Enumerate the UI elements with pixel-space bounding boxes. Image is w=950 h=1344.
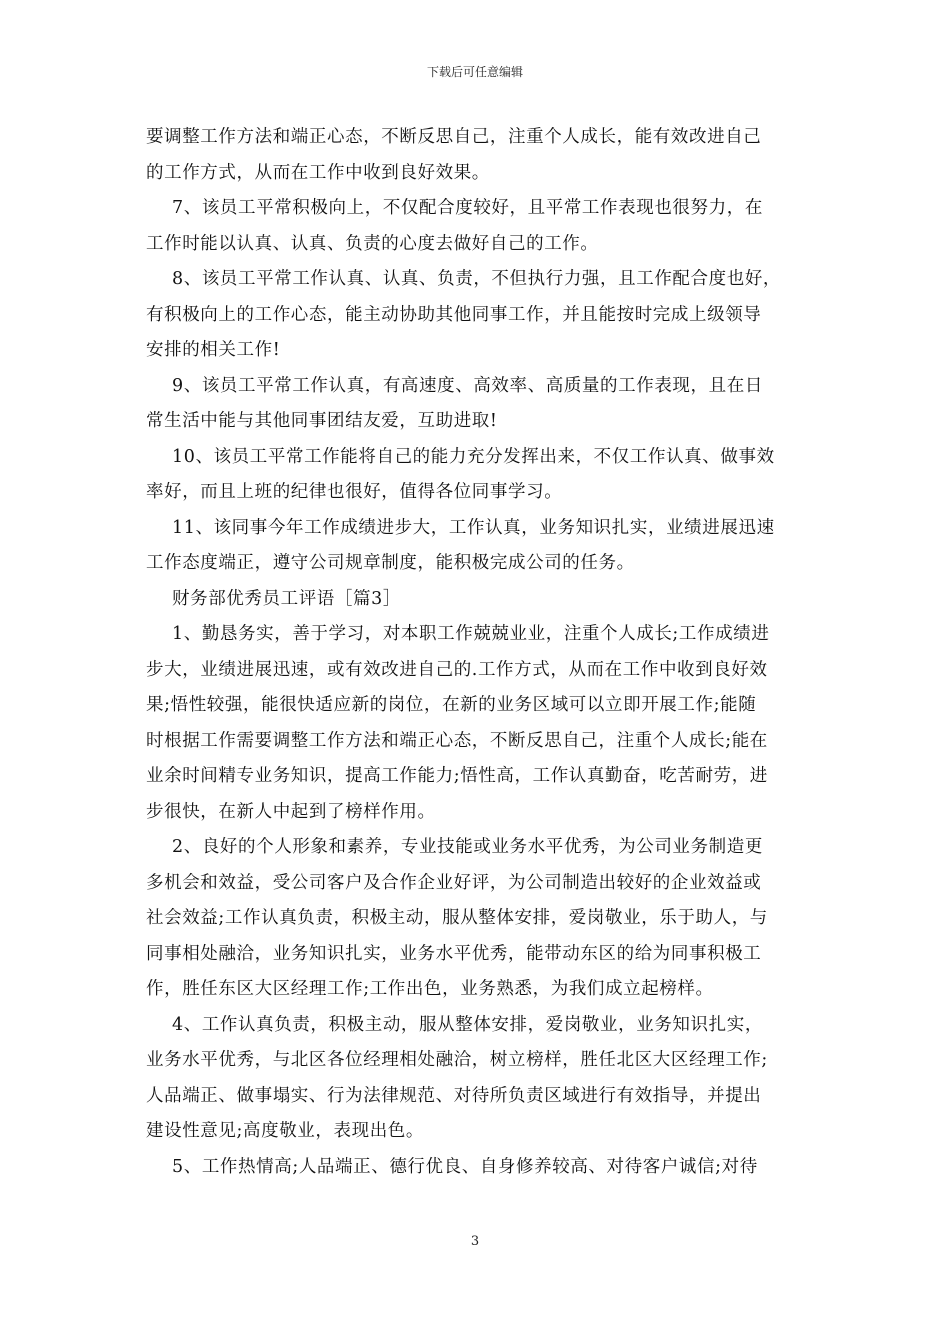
text-line: 要调整工作方法和端正心态，不断反思自己，注重个人成长，能有效改进自己	[146, 127, 762, 147]
text-line: 11、该同事今年工作成绩进步大，工作认真，业务知识扎实，业绩进展迅速	[172, 517, 775, 538]
text-line: 7、该员工平常积极向上，不仅配合度较好，且平常工作表现也很努力，在	[172, 198, 763, 218]
text-line: 1、勤恳务实，善于学习，对本职工作兢兢业业，注重个人成长;工作成绩进	[172, 624, 770, 644]
text-line: 业务水平优秀，与北区各位经理相处融洽，树立榜样，胜任北区大区经理工作;	[146, 1050, 768, 1070]
text-line: 2、良好的个人形象和素养，专业技能或业务水平优秀，为公司业务制造更	[172, 837, 763, 857]
text-line: 的工作方式，从而在工作中收到良好效果。	[146, 162, 490, 183]
text-line: 业余时间精专业务知识，提高工作能力;悟性高，工作认真勤奋，吃苦耐劳，进	[146, 766, 768, 786]
text-line: 步很快，在新人中起到了榜样作用。	[146, 801, 436, 822]
text-line: 同事相处融洽，业务知识扎实，业务水平优秀，能带动东区的给为同事积极工	[146, 943, 762, 964]
text-line: 有积极向上的工作心态，能主动协助其他同事工作，并且能按时完成上级领导	[146, 304, 762, 325]
page-number: 3	[470, 1234, 480, 1249]
text-line: 9、该员工平常工作认真，有高速度、高效率、高质量的工作表现，且在日	[172, 375, 763, 396]
text-line: 常生活中能与其他同事团结友爱，互助进取!	[146, 411, 498, 431]
text-line: 工作态度端正，遵守公司规章制度，能积极完成公司的任务。	[146, 553, 635, 573]
text-line: 多机会和效益，受公司客户及合作企业好评，为公司制造出较好的企业效益或	[146, 872, 762, 893]
text-line: 果;悟性较强，能很快适应新的岗位，在新的业务区域可以立即开展工作;能随	[146, 695, 757, 715]
text-line: 安排的相关工作!	[146, 340, 281, 360]
text-line: 工作时能以认真、认真、负责的心度去做好自己的工作。	[146, 233, 599, 254]
text-line: 人品端正、做事塌实、行为法律规范、对待所负责区域进行有效指导，并提出	[146, 1085, 762, 1106]
text-line: 率好，而且上班的纪律也很好，值得各位同事学习。	[146, 482, 563, 502]
document-body	[146, 120, 812, 1185]
text-line: 社会效益;工作认真负责，积极主动，服从整体安排，爱岗敬业，乐于助人，与	[146, 908, 768, 928]
text-line: 建设性意见;高度敬业，表现出色。	[146, 1121, 424, 1141]
text-line: 5、工作热情高;人品端正、德行优良、自身修养较高、对待客户诚信;对待	[172, 1156, 758, 1177]
text-line: 8、该员工平常工作认真、认真、负责，不但执行力强，且工作配合度也好，	[172, 269, 782, 289]
text-line: 10、该员工平常工作能将自己的能力充分发挥出来，不仅工作认真、做事效	[172, 446, 775, 467]
text-line: 作，胜任东区大区经理工作;工作出色，业务熟悉，为我们成立起榜样。	[146, 979, 714, 999]
text-line: 4、工作认真负责，积极主动，服从整体安排，爱岗敬业，业务知识扎实，	[172, 1014, 763, 1035]
text-line: 步大，业绩进展迅速，或有效改进自己的.工作方式，从而在工作中收到良好效	[146, 659, 768, 680]
page-header: 下载后可任意编辑	[426, 65, 523, 79]
text-line: 财务部优秀员工评语［篇3］	[172, 588, 401, 609]
text-line: 时根据工作需要调整工作方法和端正心态，不断反思自己，注重个人成长;能在	[146, 730, 768, 751]
